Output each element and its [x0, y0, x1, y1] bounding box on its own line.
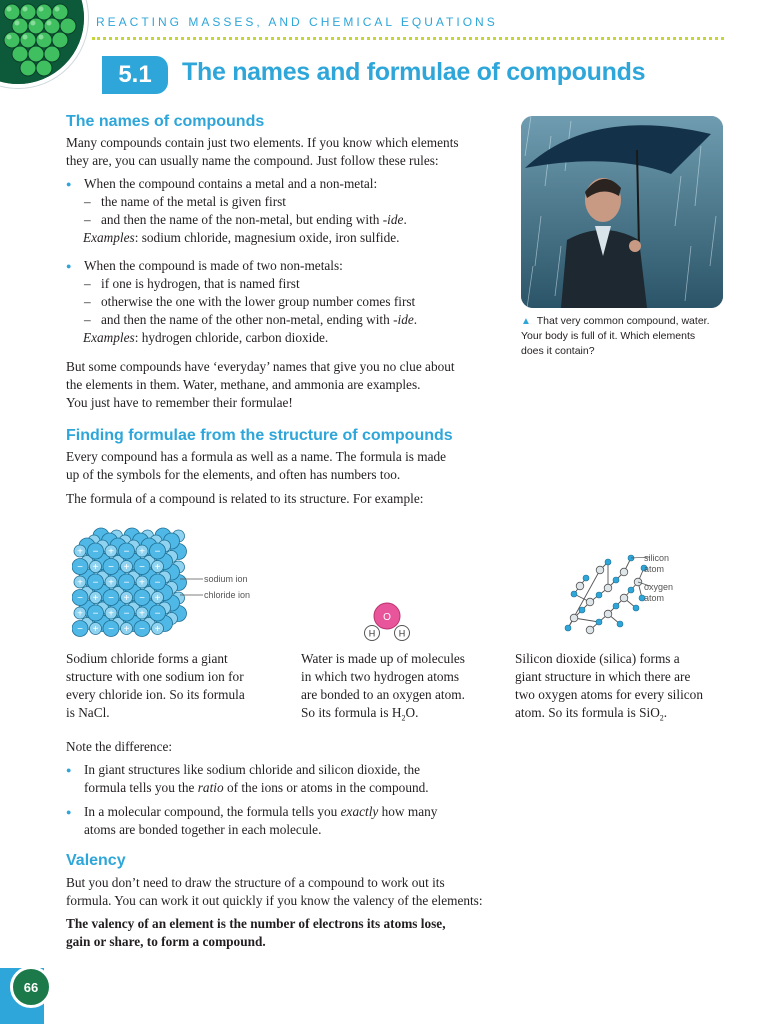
svg-text:−: −	[139, 624, 145, 635]
page-title: The names and formulae of compounds	[182, 58, 646, 86]
nacl-leader-lines	[180, 576, 204, 600]
oxygen-symbol: O	[383, 612, 391, 623]
sodium-ion	[136, 545, 148, 558]
chloride-ion	[88, 574, 104, 590]
svg-text:+: +	[108, 546, 114, 558]
svg-text:+: +	[108, 577, 114, 589]
oxygen-atom	[571, 591, 577, 597]
everyday-line-3: You just have to remember their formulae!	[66, 395, 293, 410]
svg-text:+: +	[77, 546, 83, 558]
valency-line-1: But you don’t need to draw the structure of a compound to work out its	[66, 875, 445, 890]
svg-text:−: −	[123, 577, 130, 589]
valency-definition-line-2: gain or share, to form a compound.	[66, 934, 266, 949]
rule-2-lead: ● When the compound is made of two non-metals:	[66, 257, 343, 275]
nacl-text-3: every chloride ion. So its formula	[66, 687, 245, 702]
rule-1-examples: Examples: sodium chloride, magnesium oxide, iron sulfide.	[83, 230, 400, 245]
rule-2-dash-2: – otherwise the one with the lower group number comes first	[84, 294, 416, 309]
formulae-p1-line-2: up of the symbols for the elements, and often has numbers too.	[66, 467, 401, 482]
sodium-ion	[121, 592, 133, 605]
rule-1-dash-1: – the name of the metal is given first	[84, 194, 286, 209]
svg-text:−: −	[77, 562, 83, 573]
svg-text:+: +	[154, 562, 161, 573]
chloride-ion	[150, 605, 166, 621]
difference-bullet-2-line-1: ● In a molecular compound, the formula tells you exactly how many	[66, 803, 437, 821]
intro-line-2: they are, you can usually name the compound. Just follow these rules:	[66, 153, 439, 168]
silica-text-2: giant structure in which there are	[515, 669, 691, 684]
svg-text:+: +	[77, 577, 83, 589]
svg-text:−: −	[108, 624, 114, 635]
silica-text-4: atom. So its formula is SiO$_2$.	[515, 705, 668, 723]
sodium-ion	[152, 592, 164, 605]
label-chloride-ion: chloride ion	[204, 590, 251, 600]
svg-text:+: +	[139, 608, 145, 620]
chloride-ion	[119, 574, 135, 590]
rule-1-lead: ● When the compound contains a metal and a non-metal:	[66, 175, 377, 193]
label-silicon-atom: silicon atom	[644, 553, 670, 574]
oxygen-atom	[583, 575, 589, 581]
page-number: 66	[23, 979, 39, 995]
svg-text:−: −	[123, 546, 130, 558]
chloride-ion	[150, 543, 166, 559]
sodium-ion	[90, 623, 102, 636]
silicon-dioxide-structure-diagram	[560, 548, 650, 640]
sodium-ion	[121, 561, 133, 574]
silica-text-3: two oxygen atoms for every silicon	[515, 687, 703, 702]
svg-text:−: −	[154, 577, 161, 589]
formulae-p2: The formula of a compound is related to its structure. For example:	[66, 491, 424, 506]
oxygen-atom	[605, 559, 611, 565]
caption-line-3: does it contain?	[521, 345, 595, 357]
svg-text:+: +	[123, 624, 130, 635]
chloride-ion	[88, 605, 104, 621]
oxygen-atom	[633, 605, 639, 611]
difference-bullet-2-line-2: atoms are bonded together in each molecule.	[84, 822, 322, 837]
oxygen-atom	[579, 607, 585, 613]
sodium-ion	[74, 576, 86, 589]
heading-names-of-compounds: The names of compounds	[66, 113, 265, 130]
chloride-ion	[134, 590, 150, 606]
oxygen-atom	[565, 625, 571, 631]
svg-text:−: −	[92, 546, 99, 558]
chloride-ion	[103, 559, 119, 575]
intro-line-1: Many compounds contain just two elements. If you know which elements	[66, 135, 459, 150]
oxygen-atom	[613, 577, 619, 583]
oxygen-atom	[628, 587, 634, 593]
caption-line-1: ▲ That very common compound, water.	[521, 315, 710, 327]
sodium-ion	[121, 623, 133, 636]
difference-lead: Note the difference:	[66, 739, 173, 754]
svg-text:+: +	[123, 593, 130, 604]
chloride-ion	[72, 621, 88, 637]
photo-caption	[521, 314, 731, 359]
sodium-ion	[136, 607, 148, 620]
sodium-ion	[152, 561, 164, 574]
svg-text:+: +	[123, 562, 130, 573]
sodium-ion	[105, 545, 117, 558]
valency-line-2: formula. You can work it out quickly if you know the valency of the elements:	[66, 893, 483, 908]
silicon-atom	[604, 584, 612, 592]
difference-bullet-1-line-1: ● In giant structures like sodium chloride and silicon dioxide, the	[66, 761, 420, 779]
section-number: 5.1	[118, 61, 152, 88]
chloride-ion	[103, 590, 119, 606]
oxygen-atom	[617, 621, 623, 627]
water-text-4: So its formula is $H_2O$.	[301, 705, 419, 723]
svg-text:+: +	[77, 608, 83, 620]
svg-text:−: −	[77, 593, 83, 604]
silicon-atom	[596, 566, 604, 574]
everyday-line-1: But some compounds have ‘everyday’ names that give you no clue about	[66, 359, 455, 374]
silicon-atom	[586, 626, 594, 634]
water-text-3: are bonded to an oxygen atom.	[301, 687, 465, 702]
sodium-ion	[74, 607, 86, 620]
oxygen-atom	[596, 592, 602, 598]
sodium-ion	[105, 607, 117, 620]
svg-text:−: −	[77, 624, 83, 635]
hydrogen-symbol-left: H	[368, 628, 376, 639]
silicon-atom	[576, 582, 584, 590]
svg-text:+: +	[154, 624, 161, 635]
svg-text:−: −	[139, 562, 145, 573]
water-text-1: Water is made up of molecules	[301, 651, 465, 666]
everyday-line-2: the elements in them. Water, methane, and ammonia are examples.	[66, 377, 421, 392]
chapter-label: REACTING MASSES, AND CHEMICAL EQUATIONS	[96, 15, 498, 29]
svg-text:+: +	[154, 593, 161, 604]
sodium-ion	[74, 545, 86, 558]
svg-text:−: −	[108, 562, 114, 573]
chloride-ion	[103, 621, 119, 637]
chloride-ion	[119, 605, 135, 621]
triangle-up-icon: ▲	[521, 316, 531, 327]
silicon-atom	[604, 610, 612, 618]
silicon-atom	[620, 594, 628, 602]
sodium-ion	[136, 576, 148, 589]
svg-text:+: +	[108, 608, 114, 620]
oxygen-atom	[613, 603, 619, 609]
rule-2-dash-3: – and then the name of the other non-metal, ending with -ide.	[84, 312, 418, 327]
chloride-ion	[134, 559, 150, 575]
chloride-ion	[150, 574, 166, 590]
svg-text:+: +	[139, 577, 145, 589]
silicon-atom	[570, 614, 578, 622]
rule-2-dash-1: – if one is hydrogen, that is named first	[84, 276, 300, 291]
silica-text-1: Silicon dioxide (silica) forms a	[515, 651, 680, 666]
difference-bullet-1-line-2: formula tells you the ratio of the ions or atoms in the compound.	[84, 780, 429, 795]
chloride-ion	[88, 543, 104, 559]
sodium-ion	[90, 561, 102, 574]
svg-text:−: −	[108, 593, 114, 604]
svg-text:−: −	[92, 577, 99, 589]
svg-text:−: −	[123, 608, 130, 620]
oxygen-atom	[596, 619, 602, 625]
silicon-atom	[620, 568, 628, 576]
hydrogen-symbol-right: H	[398, 628, 406, 639]
section-number-tab	[102, 56, 168, 94]
chloride-ion	[72, 559, 88, 575]
chloride-ion	[134, 621, 150, 637]
chapter-corner-image	[0, 0, 88, 88]
svg-text:−: −	[154, 608, 161, 620]
nacl-text-2: structure with one sodium ion for	[66, 669, 244, 684]
svg-text:+: +	[92, 562, 99, 573]
svg-text:+: +	[139, 546, 145, 558]
rule-2-examples: Examples: hydrogen chloride, carbon dioxide.	[83, 330, 329, 345]
svg-text:+: +	[92, 624, 99, 635]
chloride-ion	[72, 590, 88, 606]
sodium-ion	[90, 592, 102, 605]
svg-text:−: −	[139, 593, 145, 604]
water-text-2: in which two hydrogen atoms	[301, 669, 460, 684]
label-sodium-ion: sodium ion	[204, 574, 248, 584]
silicon-atom	[586, 598, 594, 606]
photo-man-in-rain	[521, 116, 723, 308]
page-number-badge	[10, 966, 52, 1008]
header-divider	[92, 37, 724, 40]
caption-line-2: Your body is full of it. Which elements	[521, 330, 696, 342]
chloride-ion	[119, 543, 135, 559]
svg-text:+: +	[92, 593, 99, 604]
label-oxygen-atom: oxygen atom	[644, 582, 674, 603]
nacl-text-1: Sodium chloride forms a giant	[66, 651, 228, 666]
heading-valency: Valency	[66, 852, 126, 869]
water-molecule-diagram	[360, 600, 414, 646]
rule-1-dash-2: – and then the name of the non-metal, but ending with -ide.	[84, 212, 407, 227]
svg-text:−: −	[154, 546, 161, 558]
sodium-ion	[105, 576, 117, 589]
formulae-p1-line-1: Every compound has a formula as well as a name. The formula is made	[66, 449, 447, 464]
nacl-text-4: is NaCl.	[66, 705, 110, 720]
sodium-ion	[152, 623, 164, 636]
svg-text:−: −	[92, 608, 99, 620]
heading-finding-formulae: Finding formulae from the structure of compounds	[66, 427, 453, 444]
valency-definition-line-1: The valency of an element is the number of electrons its atoms lose,	[66, 916, 446, 931]
